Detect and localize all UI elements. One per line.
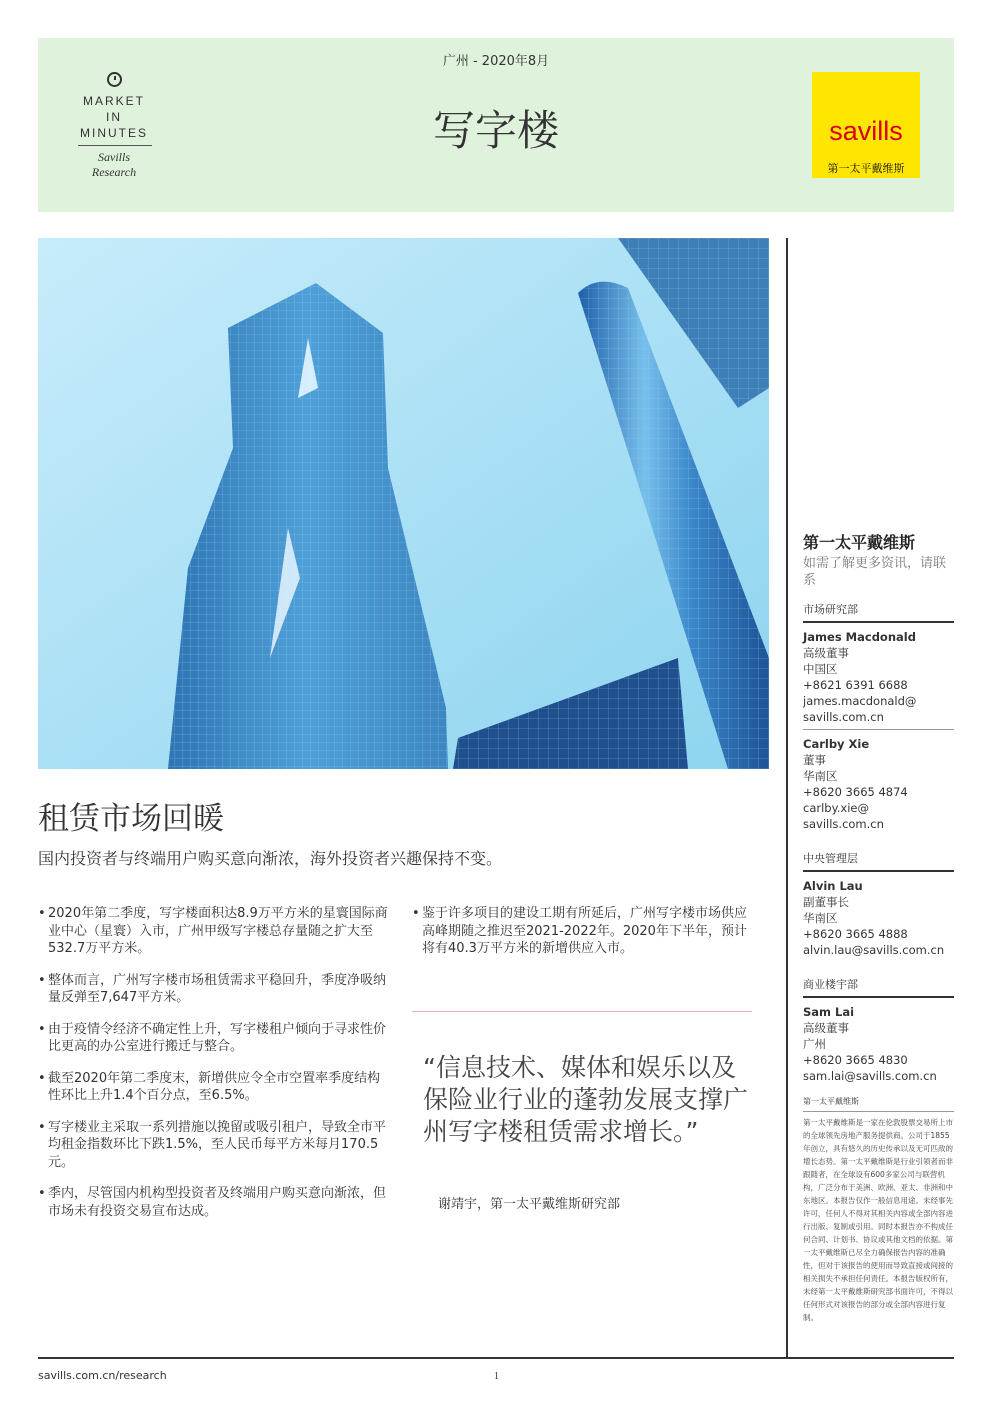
skyscraper-illustration — [38, 238, 769, 769]
contact-title: 董事 — [803, 753, 826, 767]
bullet-dot-icon: • — [412, 906, 420, 921]
bullet-dot-icon: • — [38, 1021, 46, 1037]
article-lead: 国内投资者与终端用户购买意向渐浓，海外投资者兴趣保持不变。 — [38, 849, 503, 868]
savills-logo — [812, 72, 920, 178]
about-text: 第一太平戴维斯是一家在伦敦股票交易所上市的全球领先房地产服务提供商。公司于1855年创立，具有悠久的历史传承以及无可匹敌的增长态势。第一太平戴维斯是行业引领者而非跟随者，在全球设有600多家公司与联营机构，广泛分布于美洲、欧洲、亚太、非洲和中东地区。本报告仅作一般信息用途。未经事先许可，任何人不得对其相关内容或全部内容进行出版、复制或引用。同时本报告亦不构成任何合同、计划书、协议或其他文档的依据。第一太平戴维斯已尽全力确保报告内容的准确性，但对于该报告的使用而导致直接或间接的相关损失不承担任何责任。本报告版权所有，未经第一太平戴维斯研究部书面许可，不得以任何形式对该报告的部分或全部内容进行复制。 — [803, 1118, 953, 1322]
about-heading: 第一太平戴维斯 — [803, 1096, 954, 1112]
bullet-dot-icon: • — [38, 972, 46, 988]
bullet-text: 截至2020年第二季度末，新增供应令全市空置率季度结构性环比上升1.4个百分点，至6.5%。 — [48, 1070, 381, 1103]
building-photo — [38, 238, 769, 769]
contact-title: 副董事长 — [803, 895, 849, 909]
bullet-text: 2020年第二季度，写字楼面积达8.9万平方米的星寰国际商业中心（星寰）入市，广州甲级写字楼总存量随之扩大至532.7万平方米。 — [48, 906, 388, 956]
contact-divider — [803, 729, 954, 730]
bullet-item — [38, 1185, 390, 1220]
bullet-dot-icon: • — [38, 906, 46, 921]
contact-sidebar — [803, 530, 954, 1324]
contact-region: 广州 — [803, 1037, 826, 1051]
contact-card — [803, 1004, 954, 1084]
clock-icon — [107, 72, 122, 87]
contact-region: 华南区 — [803, 911, 838, 925]
brand-line-2: IN — [106, 110, 122, 124]
brand-line-1: MARKET — [82, 94, 145, 108]
contact-region: 中国区 — [803, 662, 838, 676]
header-band — [38, 38, 954, 212]
contact-email[interactable]: carlby.xie@ — [803, 801, 869, 815]
quote-source: 谢靖宇，第一太平戴维斯研究部 — [438, 1197, 621, 1212]
savills-logo-text: savills — [829, 116, 903, 146]
bullet-text: 写字楼业主采取一系列措施以挽留或吸引租户，导致全市平均租金指数环比下跌1.5%，至人民币每平方米每月170.5元。 — [48, 1119, 387, 1170]
sidebar-company: 第一太平戴维斯 — [803, 533, 916, 552]
pull-quote: “信息技术、媒体和娱乐以及保险业行业的蓬勃发展支撑广州写字楼租赁需求增长。” — [423, 1053, 749, 1146]
bullet-item — [412, 905, 756, 958]
bullet-text: 整体而言，广州写字楼市场租赁需求平稳回升，季度净吸纳量反弹至7,647平方米。 — [48, 972, 387, 1005]
bullet-text: 由于疫情令经济不确定性上升，写字楼租户倾向于寻求性价比更高的办公室进行搬迁与整合。 — [48, 1021, 387, 1054]
contact-phone: +8620 3665 4830 — [803, 1053, 908, 1067]
contact-phone: +8620 3665 4888 — [803, 927, 908, 941]
contact-name: James Macdonald — [803, 630, 916, 644]
contact-email[interactable]: sam.lai@savills.com.cn — [803, 1069, 937, 1083]
sidebar-divider — [786, 238, 788, 1357]
footer-rule — [38, 1357, 954, 1359]
contact-name: Alvin Lau — [803, 879, 863, 893]
page-number: 1 — [494, 1371, 499, 1382]
bullet-column-right — [412, 905, 756, 972]
contact-email[interactable]: james.macdonald@ — [803, 694, 917, 708]
bullet-item — [38, 972, 390, 1007]
contact-name: Carlby Xie — [803, 737, 870, 751]
contact-email[interactable]: alvin.lau@savills.com.cn — [803, 943, 945, 957]
contact-phone: +8621 6391 6688 — [803, 678, 908, 692]
footer-url[interactable]: savills.com.cn/research — [38, 1369, 167, 1382]
quote-divider — [412, 1011, 752, 1012]
bullet-text: 鉴于许多项目的建设工期有所延后，广州写字楼市场供应高峰期随之推迟至2021-2022年。2020年下半年，预计将有40.3万平方米的新增供应入市。 — [422, 906, 748, 956]
bullet-dot-icon: • — [38, 1186, 46, 1201]
contact-title: 高级董事 — [803, 1021, 849, 1035]
contact-title: 高级董事 — [803, 646, 849, 660]
department-heading: 商业楼宇部 — [803, 976, 954, 998]
bullet-item — [38, 1119, 390, 1172]
contact-card — [803, 736, 954, 832]
brand-line-3: MINUTES — [80, 126, 148, 140]
bullet-item — [38, 1070, 390, 1105]
contact-name: Sam Lai — [803, 1005, 855, 1019]
bullet-item — [38, 1021, 390, 1056]
bullet-dot-icon: • — [38, 1119, 46, 1135]
page-title: 写字楼 — [432, 106, 559, 155]
article-heading: 租赁市场回暖 — [38, 801, 224, 837]
contact-phone: +8620 3665 4874 — [803, 785, 908, 799]
report-date: 广州 - 2020年8月 — [442, 54, 550, 69]
contact-email-domain[interactable]: savills.com.cn — [803, 817, 884, 831]
bullet-column-left — [38, 905, 390, 1234]
bullet-dot-icon: • — [38, 1070, 46, 1086]
savills-logo-cn: 第一太平戴维斯 — [827, 162, 905, 175]
brand-subtitle: Savills Research — [91, 150, 137, 179]
department-heading: 市场研究部 — [803, 601, 954, 623]
contact-card — [803, 878, 954, 958]
bullet-text: 季内，尽管国内机构型投资者及终端用户购买意向渐浓，但市场未有投资交易宣布达成。 — [48, 1186, 387, 1219]
sidebar-contact-note: 如需了解更多资讯，请联系 — [803, 556, 947, 588]
bullet-item — [38, 905, 390, 958]
contact-email-domain[interactable]: savills.com.cn — [803, 710, 884, 724]
department-heading: 中央管理层 — [803, 850, 954, 872]
contact-card — [803, 629, 954, 725]
contact-region: 华南区 — [803, 769, 838, 783]
